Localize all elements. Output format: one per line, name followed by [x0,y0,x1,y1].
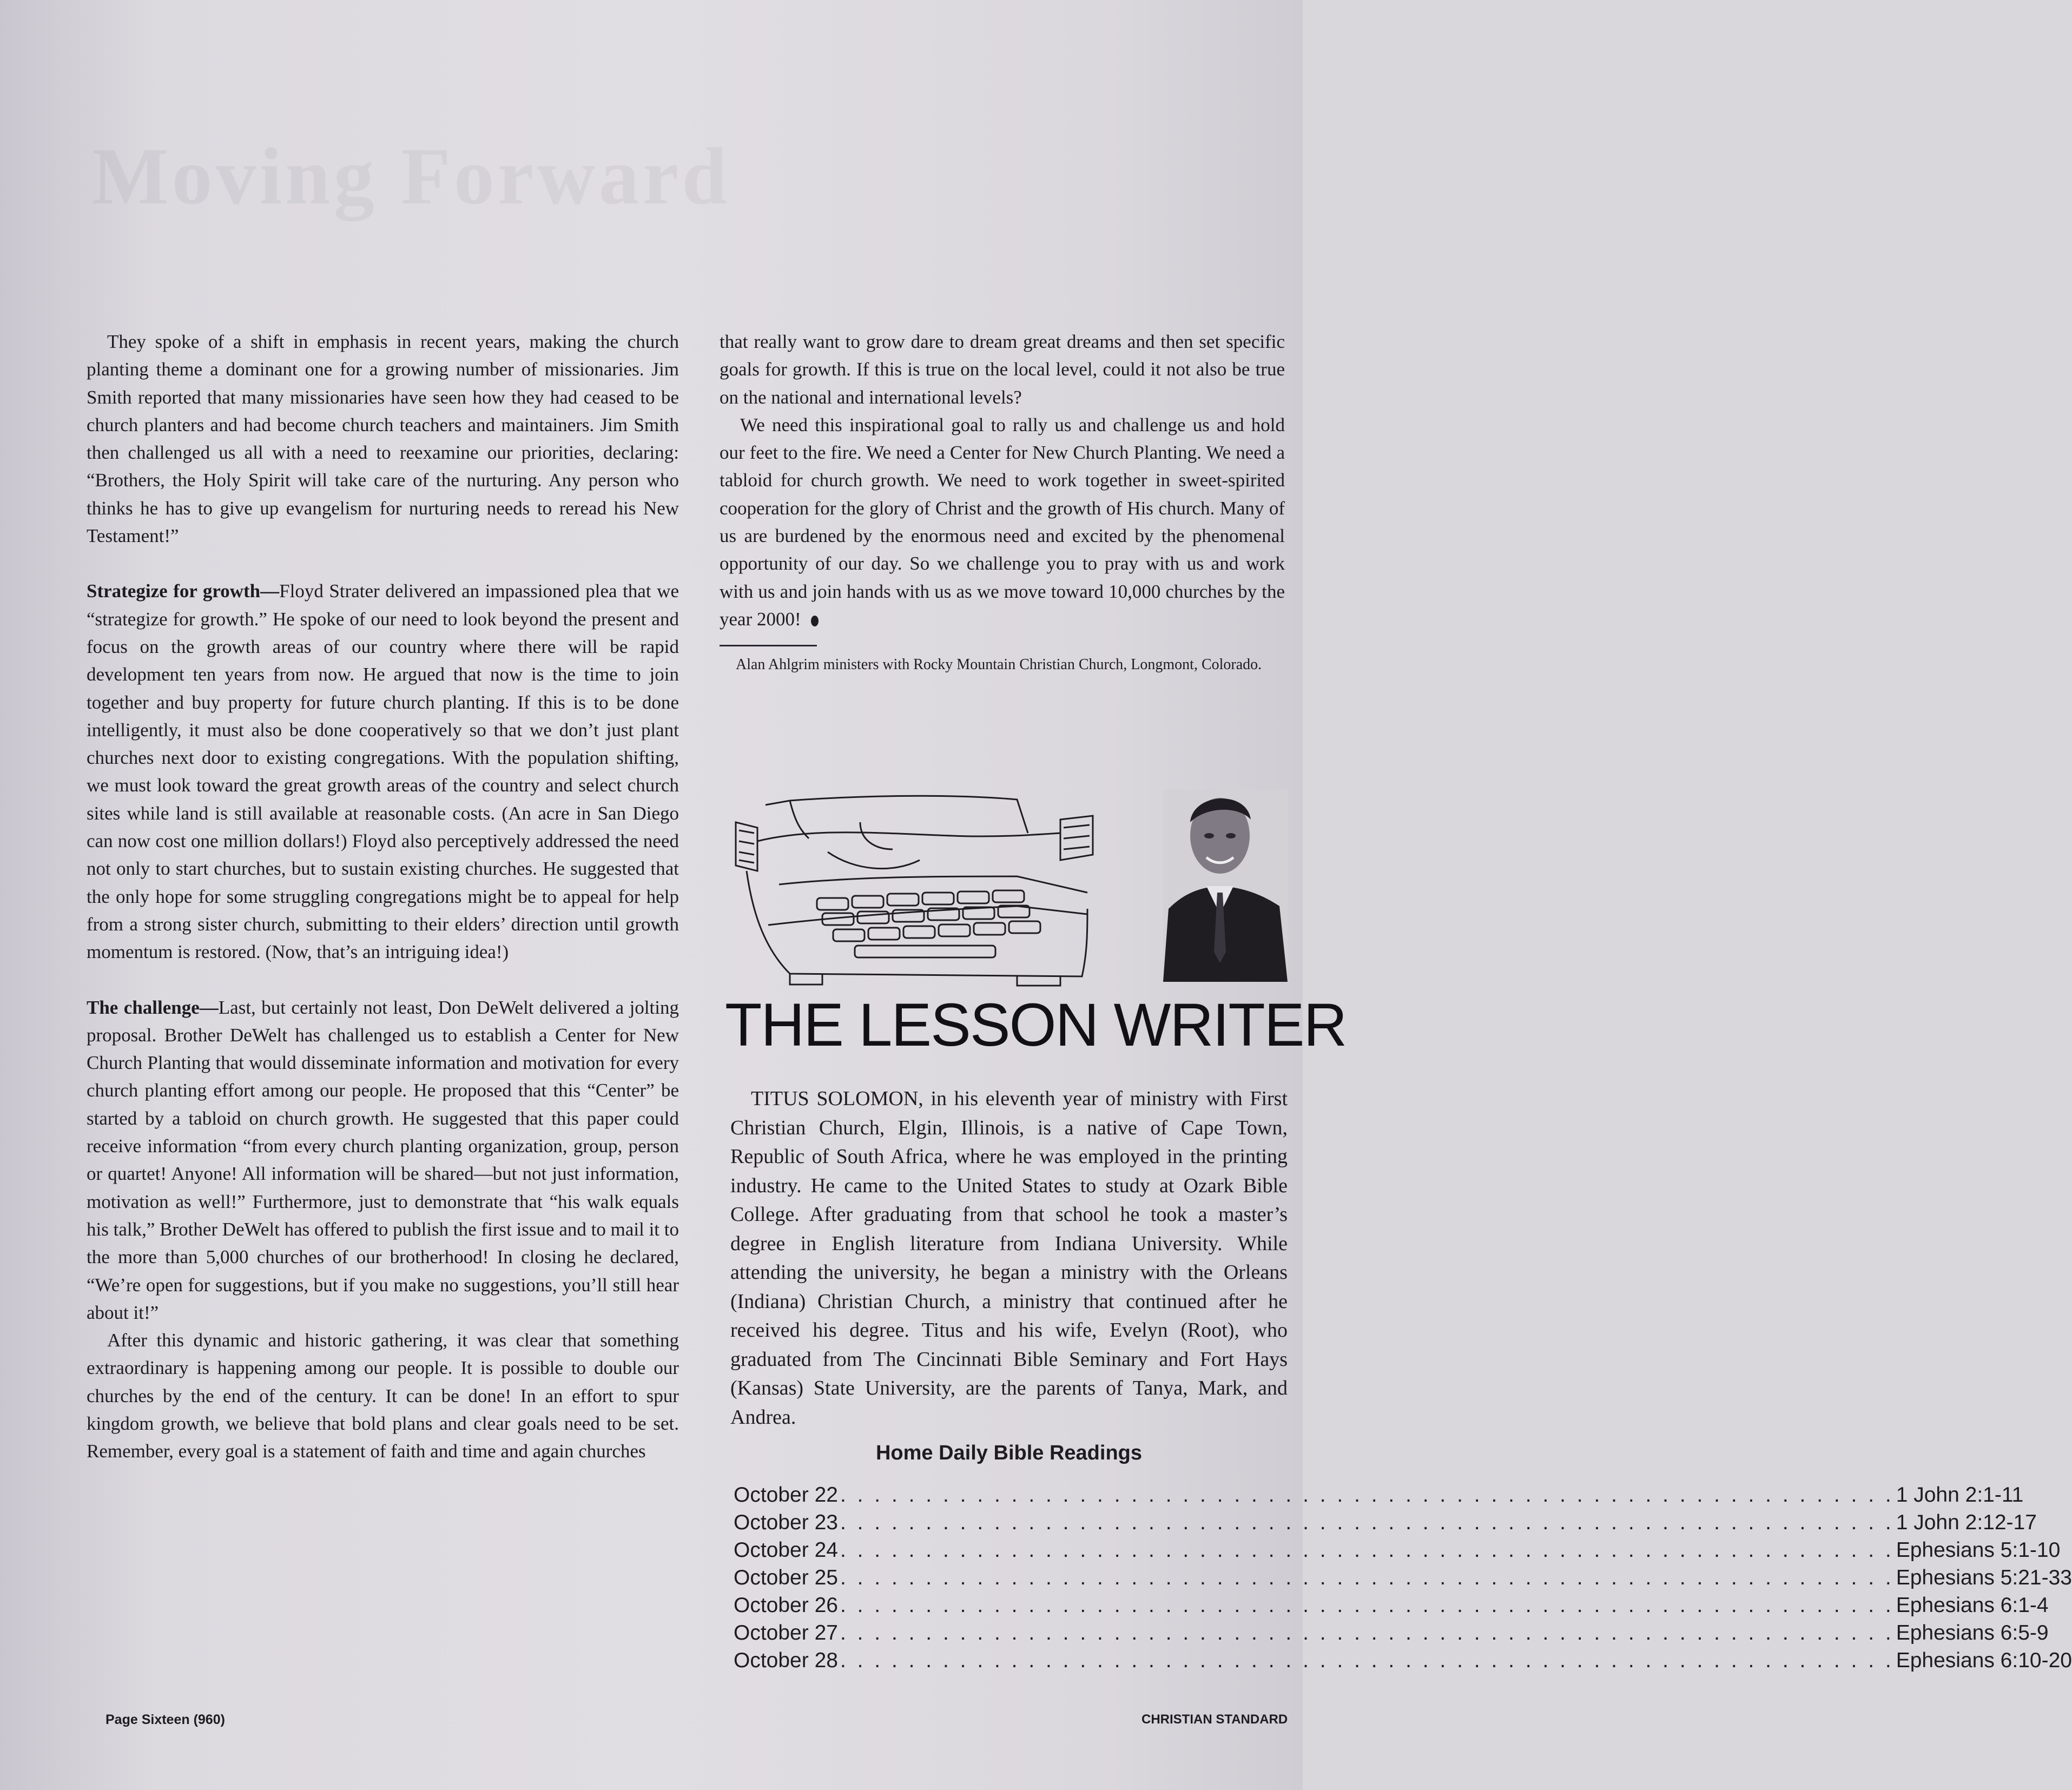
reading-reference: 1 John 2:12-17 [1896,1511,2037,1534]
reading-date: October 22 [734,1483,838,1507]
reading-reference: Ephesians 6:5-9 [1896,1621,2049,1644]
paragraph-challenge [87,994,679,1327]
bleed-through-title: Moving Forward [92,131,730,221]
reading-reference: Ephesians 5:21-33 [1896,1566,2072,1589]
dot-leader: . . . . . . . . . . . . . . . . . . . . . . . . . . . . . . . . . . . . . . . . . . . . . . . . . . . . . . . . . . . . . . [840,1511,1894,1534]
paragraph-dream-great-dreams: that really want to grow dare to dream great dreams and then set specific goals for growth. If this is true on the local level, could it not also be true on the national and international levels? [720,331,1285,408]
dot-leader: . . . . . . . . . . . . . . . . . . . . . . . . . . . . . . . . . . . . . . . . . . . . . . . . . . . . . . . . . . . . . . [840,1594,1894,1617]
left-column [87,328,679,1465]
paragraph-shift-in-emphasis: They spoke of a shift in emphasis in recent years, making the church planting theme a dominant one for a growing number of missionaries. Jim Smith reported that many missionaries have seen how they had ceased to be church planters and had become church teachers and maintainers. Jim Smith then challenged us all with a need to reexamine our priorities, declaring: “Brothers, the Holy Spirit will take care of the nurturing. Any person who thinks he has to give up evangelism for nurturing needs to reread his New Testament!” [87,331,679,547]
dot-leader: . . . . . . . . . . . . . . . . . . . . . . . . . . . . . . . . . . . . . . . . . . . . . . . . . . . . . . . . . . . . . . [840,1621,1894,1644]
reading-row [734,1621,2049,1649]
author-photo [1163,790,1288,982]
lesson-writer-bio: TITUS SOLOMON, in his eleventh year of ministry with First Christian Church, Elgin, Illinois, is a native of Cape Town, Republic of South Africa, where he was employed in the printing industry. He came to the United States to study at Ozark Bible College. After graduating from that school he took a master’s degree in English literature from Indiana University. While attending the university, he began a ministry with the Orleans (Indiana) Christian Church, a ministry that continued after he received his degree. Titus and his wife, Evelyn (Root), who graduated from The Cincinnati Bible Seminary and Fort Hays (Kansas) State University, are the parents of Tanya, Mark, and Andrea. [730,1087,1288,1429]
divider-rule [720,645,817,646]
reading-row [734,1511,2037,1538]
paragraph-dynamic-gathering: After this dynamic and historic gathering, it was clear that something extraordinary is happening among our people. It is possible to double our churches by the end of the century. It can be done! In an effort to spur kingdom growth, we believe that bold plans and clear goals need to be set. Remember, every goal is a statement of faith and time and again churches [87,1330,679,1462]
we-need-text: We need this inspirational goal to rally us and challenge us and hold our feet to the fire. We need a Center for New Church Planting. We need a tabloid for church growth. We need to work together in sweet-spirited cooperation for the glory of Christ and the growth of His church. Many of us are burdened by the enormous need and excited by the phenomenal opportunity of our day. So we challenge you to pray with us and work with us and join hands with us as we move toward 10,000 churches by the year 2000! [720,414,1285,630]
reading-date: October 24 [734,1538,838,1562]
end-mark-icon [811,616,819,626]
dot-leader: . . . . . . . . . . . . . . . . . . . . . . . . . . . . . . . . . . . . . . . . . . . . . . . . . . . . . . . . . . . . . . [840,1649,1894,1672]
reading-date: October 27 [734,1621,838,1644]
challenge-text: Last, but certainly not least, Don DeWelt delivered a jolting proposal. Brother DeWelt has challenged us to establish a Center for New Church Planting that would disseminate information and motivation for every church planting effort among our people. He proposed that this “Center” be started by a tabloid on church growth. He suggested that this paper could receive information “from every church planting organization, group, person or quartet! Anyone! All information will be shared—but not just information, motivation as well!” Furthermore, just to demonstrate that “his walk equals his talk,” Brother DeWelt has offered to publish the first issue and to mail it to the more than 5,000 churches of our brotherhood! In closing he declared, “We’re open for suggestions, but if you make no suggestions, you’ll still hear about it!” [87,996,679,1323]
reading-row [734,1538,2061,1566]
typewriter-icon [736,796,1093,986]
reading-row [734,1566,2072,1594]
reading-row [734,1594,2049,1621]
typewriter-illustration [714,790,1288,990]
reading-reference: Ephesians 5:1-10 [1896,1538,2061,1562]
reading-date: October 28 [734,1649,838,1672]
reading-reference: 1 John 2:1-11 [1896,1483,2024,1507]
dot-leader: . . . . . . . . . . . . . . . . . . . . . . . . . . . . . . . . . . . . . . . . . . . . . . . . . . . . . . . . . . . . . . [840,1483,1894,1507]
readings-title: Home Daily Bible Readings [875,1442,1142,1464]
right-column [720,328,1285,676]
page-number: Page Sixteen (960) [105,1712,225,1727]
subhead-strategize: Strategize for growth— [87,580,280,602]
lesson-writer-heading: THE LESSON WRITER [725,991,1347,1059]
paragraph-we-need [720,411,1285,633]
reading-row [734,1483,2024,1511]
reading-reference: Ephesians 6:1-4 [1896,1594,2049,1617]
dot-leader: . . . . . . . . . . . . . . . . . . . . . . . . . . . . . . . . . . . . . . . . . . . . . . . . . . . . . . . . . . . . . . [840,1538,1894,1562]
readings-list [734,1483,2072,1676]
author-bio: Alan Ahlgrim ministers with Rocky Mountain Christian Church, Longmont, Colorado. [736,656,1262,673]
strategize-text: Floyd Strater delivered an impassioned plea that we “strategize for growth.” He spoke of our need to look beyond the present and focus on the growth areas of our country where there will be rapid development ten years from now. He argued that now is the time to join together and buy property for future church planting. If this is to be done intelligently, it must also be done cooperatively so that we don’t just plant churches next door to existing congregations. With the population shifting, we must look toward the great growth areas of the country and select church sites while land is still available at reasonable costs. (An acre in San Diego can now cost one million dollars!) Floyd also perceptively addressed the need not only to start churches, but to sustain existing churches. He suggested that the only hope for some struggling congregations might be to appeal for help from a strong sister church, submitting to their elders’ direction until growth momentum is restored. (Now, that’s an intriguing idea!) [87,580,679,963]
reading-date: October 23 [734,1511,838,1534]
publication-name: CHRISTIAN STANDARD [1141,1712,1288,1727]
reading-date: October 25 [734,1566,838,1589]
reading-reference: Ephesians 6:10-20 [1896,1649,2072,1672]
subhead-challenge: The challenge— [87,996,219,1018]
reading-row [734,1649,2072,1676]
reading-date: October 26 [734,1594,838,1617]
paragraph-strategize [87,577,679,966]
dot-leader: . . . . . . . . . . . . . . . . . . . . . . . . . . . . . . . . . . . . . . . . . . . . . . . . . . . . . . . . . . . . . . [840,1566,1894,1589]
